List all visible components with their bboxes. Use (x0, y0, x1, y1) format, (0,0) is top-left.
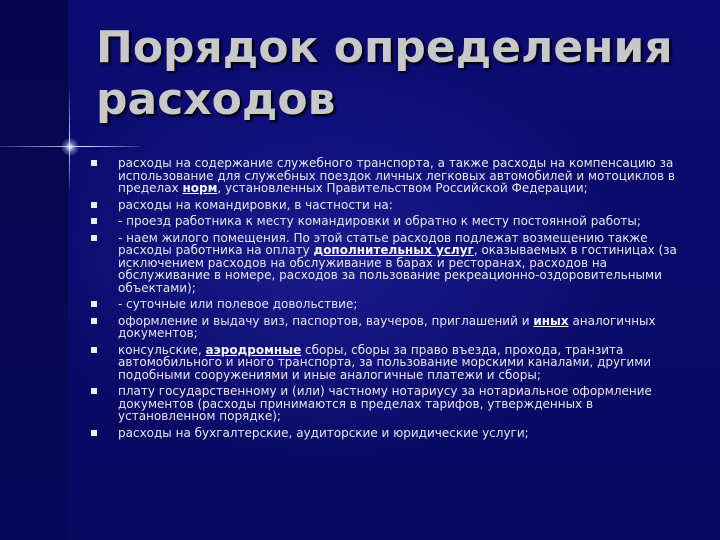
decor-star-glow (61, 138, 79, 156)
list-item (88, 199, 688, 212)
square-bullet-icon (91, 347, 97, 353)
slide-title-line-1: Порядок определения (96, 22, 673, 73)
item-text-after: , оказываемых в гостиницах (за исключением расходов на обслуживание в барах и ресторанах, расходов на обслуживание в номере, расходов за пользование рекреационно-оздоровительными объектами); (118, 243, 677, 295)
item-text: - суточные или полевое довольствие; (118, 297, 358, 311)
slide-title-line-2: расходов (96, 74, 336, 125)
item-text: расходы на бухгалтерские, аудиторские и юридические услуги; (118, 425, 529, 440)
link-additional-services[interactable]: дополнительных услуг (313, 243, 474, 257)
list-item (88, 385, 688, 423)
item-text-after: аналогичных документов; (118, 313, 656, 340)
square-bullet-icon (91, 318, 97, 324)
link-other[interactable]: иных (533, 313, 569, 328)
left-decor-band (0, 0, 68, 540)
square-bullet-icon (91, 218, 97, 224)
item-text: плату государственному и (или) частному нотариусу за нотариальное оформление документов (расходы принимаются в пределах тарифов, утвержденных в установленном порядке); (118, 384, 652, 423)
item-text: оформление и выдачу виз, паспортов, ваучеров, приглашений и (118, 313, 534, 328)
item-text: расходы на командировки, в частности на: (118, 197, 393, 212)
link-norm[interactable]: норм (182, 181, 218, 195)
list-item (88, 315, 688, 340)
item-text-after: , установленных Правительством Российской Федерации; (217, 181, 588, 195)
list-item (88, 298, 688, 311)
square-bullet-icon (91, 388, 97, 394)
bullet-list (88, 157, 688, 443)
item-text: - наем жилого помещения. По этой статье расходов подлежат возмещению также расходы работника на оплату (118, 230, 648, 257)
slide-title (96, 22, 696, 126)
list-item (88, 232, 688, 295)
square-bullet-icon (91, 235, 97, 241)
item-text-after: сборы, сборы за право въезда, прохода, транзита автомобильного и иного транспорта, за пользование морскими каналами, другими подобными сооружениями и иные аналогичные платежи и сборы; (118, 342, 652, 382)
item-text: расходы на содержание служебного транспорта, а также расходы на компенсацию за использование для служебных поездок личных легковых автомобилей и мотоциклов в пределах (118, 156, 675, 195)
square-bullet-icon (91, 160, 97, 166)
list-item (88, 427, 688, 440)
list-item (88, 344, 688, 382)
square-bullet-icon (91, 430, 97, 436)
list-item (88, 215, 688, 228)
list-item (88, 157, 688, 195)
item-text: - проезд работника к месту командировки и обратно к месту постоянной работы; (118, 214, 641, 228)
square-bullet-icon (91, 202, 97, 208)
square-bullet-icon (91, 301, 97, 307)
item-text: консульские, (118, 342, 206, 357)
link-aerodrome[interactable]: аэродромные (205, 342, 302, 357)
